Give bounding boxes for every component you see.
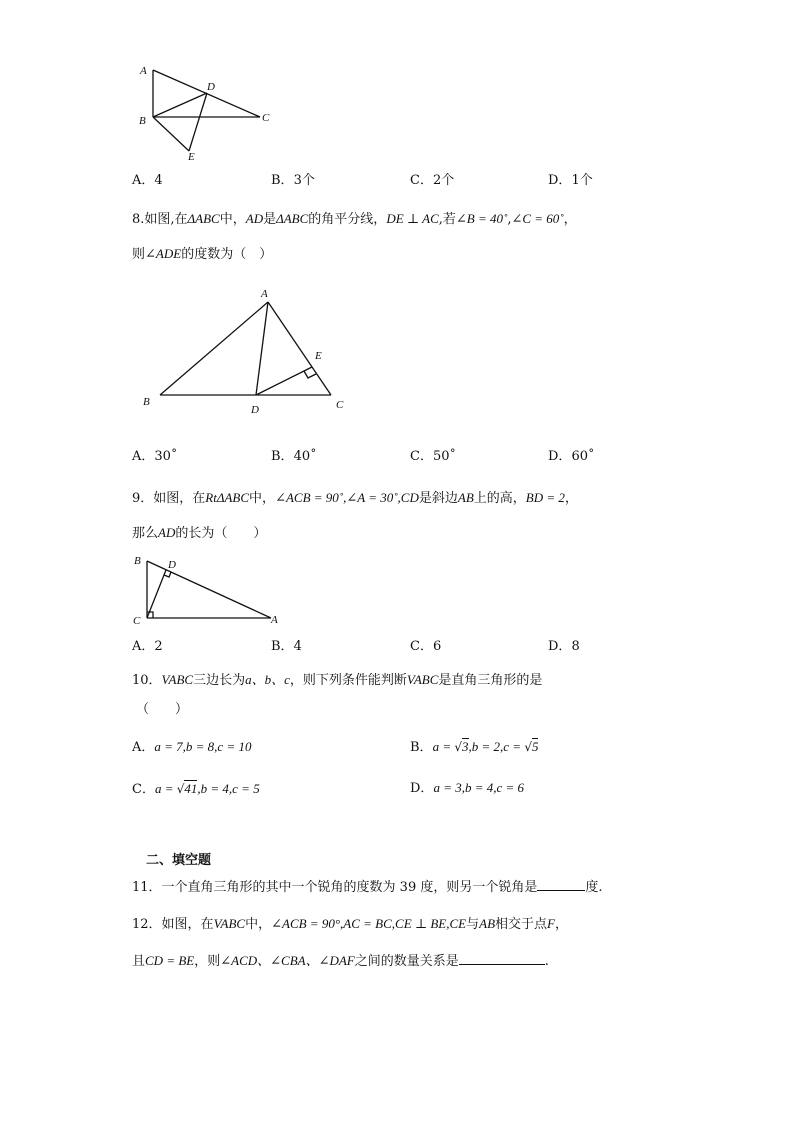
q8-stem-line1: 8.如图,在ΔABC中，AD是ΔABC的角平分线，DE ⊥ AC,若∠B = 40˚,∠C = 60˚， [132,211,577,227]
q7-option-a: A．4 [132,173,163,188]
fig8-label-e: E [315,350,322,362]
q12-answer-blank[interactable] [459,951,545,965]
fig9-label-d: D [168,559,176,571]
q9-option-c: C．6 [410,639,442,654]
q10-stem-line1: 10．VABC三边长为a、b、c，则下列条件能判断VABC是直角三角形的是 [132,672,543,688]
q8-option-d: D．60˚ [548,449,595,464]
fig8-label-b: B [143,396,150,408]
fig8-label-c: C [336,399,344,411]
q8-option-a: A．30˚ [132,449,178,464]
q10-option-d: D．a = 3,b = 4,c = 6 [410,780,525,796]
segment-ba [147,561,271,618]
fig7-label-d: D [207,81,215,93]
section-heading: 二、填空题 [146,853,212,868]
figure-q8 [135,282,355,417]
right-angle-mark [304,371,316,378]
q10-option-a: A．a = 7,b = 8,c = 10 [132,739,252,755]
q9-option-b: B．4 [271,639,302,654]
q11-answer-blank[interactable] [537,877,585,891]
sqrt-sign-icon: √ [524,740,532,754]
fig7-label-c: C [262,112,270,124]
segment-de [256,367,312,395]
segment-be [153,117,189,151]
fig8-label-a: A [261,288,268,300]
fig9-label-c: C [133,615,141,627]
fig8-label-d: D [251,404,259,416]
sqrt-sign-icon: √ [176,782,185,796]
q9-stem-line2: 那么AD的长为（ ） [132,525,267,541]
q7-option-c: C．2个 [410,173,455,188]
segment-ad [256,302,268,395]
fig7-label-e: E [188,151,195,163]
segment-bd [153,93,207,117]
q9-stem-line1: 9．如图，在RtΔABC中，∠ACB = 90˚,∠A = 30˚,CD是斜边AB上的高，BD = 2， [132,490,578,506]
figure-q7 [130,60,290,165]
figure-q9 [130,550,290,630]
fig9-label-b: B [134,555,141,567]
q7-option-d: D．1个 [548,173,593,188]
segment-cd [147,570,166,618]
sqrt-sign-icon: √ [454,740,462,754]
fig9-label-a: A [271,614,278,626]
q9-option-a: A．2 [132,639,163,654]
q10-option-c: C．a = √41,b = 4,c = 5 [132,781,260,797]
q7-option-b: B．3个 [271,173,315,188]
fig7-label-a: A [140,65,147,77]
q12-stem-line1: 12．如图，在VABC中，∠ACB = 90°,AC = BC,CE ⊥ BE,CE与AB相交于点F， [132,916,568,932]
q9-option-d: D．8 [548,639,580,654]
q10-paren: （ ） [136,702,189,717]
fig7-label-b: B [139,115,146,127]
segment-ac [268,302,331,395]
q8-stem-line2: 则∠ADE的度数为（ ） [132,246,273,262]
q8-option-b: B．40˚ [271,449,317,464]
segment-ba [160,302,268,395]
segment-de [189,93,207,151]
q12-stem-line2: 且CD = BE，则∠ACD、∠CBA、∠DAF之间的数量关系是 . [132,953,549,969]
q8-option-c: C．50˚ [410,449,456,464]
q11-stem: 11．一个直角三角形的其中一个锐角的度数为 39 度，则另一个锐角是 度. [132,877,603,897]
q10-option-b: B．a = √3,b = 2,c = √5 [410,739,539,755]
